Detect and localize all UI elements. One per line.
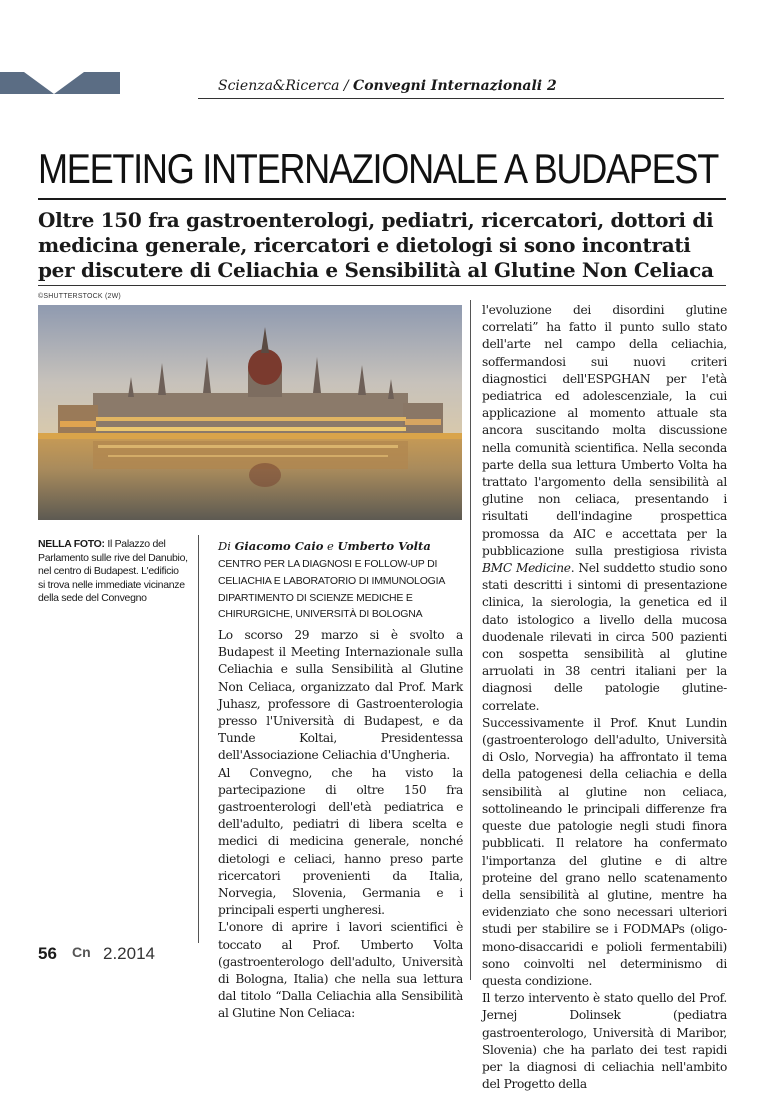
article-title: MEETING INTERNAZIONALE A BUDAPEST: [38, 145, 718, 192]
body-paragraph: Al Convegno, che ha visto la partecipazione di oltre 150 fra gastroenterologi dell'età pediatrica e dell'adulto, pediatri di libera scelta e medici di medicina generale, nonché dietologi e celiaci, hanno preso parte ricercatori provenienti da Italia, Norvegia, Slovenia, Germania e i principali esperti ungheresi.: [218, 765, 463, 918]
byline-conj: e: [323, 539, 338, 553]
subsection-name: Convegni Internazionali 2: [353, 78, 557, 94]
author-caio: Giacomo Caio: [234, 539, 324, 553]
paragraph-text: . Nel suddetto studio sono stati descritti i sintomi di presentazione clinica, la sierologia, la genetica ed il dato istologico a livello della mucosa duodenale rilevati in circa 500 pazienti con sospetta sensibilità al glutine arruolati in 38 centri italiani per la diagnosi delle patologie glutine-correlate.: [482, 561, 727, 713]
body-paragraph: [482, 302, 727, 715]
caption-text: Il Palazzo del Parlamento sulle rive del Danubio, nel centro di Budapest. L'edificio si trova nelle immediate vicinanze della sede del Convegno: [38, 538, 188, 604]
section-label: [218, 78, 557, 94]
section-separator: /: [339, 78, 354, 94]
journal-name: BMC Medicine: [482, 561, 571, 576]
parliament-illustration: [38, 305, 462, 520]
body-paragraph: Successivamente il Prof. Knut Lundin (gastroenterologo dell'adulto, Università di Oslo, Norvegia) ha affrontato il tema della patogenesi della celiachia e della sensibilità al glutine non celiaca, sottolineando le principali differenze fra queste due patologie negli studi finora pubblicati. Il relatore ha confermato l'importanza del glutine e di altre proteine del grano nello scatenamento della sensibilità al glutine, mentre ha evidenziato che sono necessari ulteriori studi per stabilire se i FODMAPs (oligo-mono-disaccaridi e polioli fermentabili) sono coinvolti nel determinismo di questa condizione.: [482, 715, 727, 988]
body-column-1: [218, 627, 463, 1023]
subtitle-rule: [38, 285, 726, 286]
paragraph-text: l'evoluzione dei disordini glutine correlati” ha fatto il punto sullo stato dell'arte nel campo della celiachia, soffermandosi sui nuovi criteri diagnostici dell'ESPGHAN per l'età pediatrica ed adolescenziale, la cui applicazione al momento attuale sta ancora suscitando molta discussione nella comunità scientifica. Nella seconda parte della sua lettura Umberto Volta ha trattato l'argomento della sensibilità al glutine non celiaca, presentando i risultati dell'indagine prospettica promossa da AIC e accettata per la pubblicazione sulla prestigiosa rivista: [482, 303, 727, 558]
body-paragraph: L'onore di aprire i lavori scientifici è toccato al Prof. Umberto Volta (gastroenterologo dell'adulto, Università di Bologna, Italia) che nella sua lettura dal titolo “Dalla Celiachia alla Sensibilità al Glutine Non Celiaca:: [218, 920, 463, 1021]
author-volta: Umberto Volta: [337, 539, 431, 553]
section-tab-notch: [24, 72, 84, 94]
issue-number: 2.2014: [103, 944, 155, 963]
parliament-photo: [38, 305, 462, 520]
header-rule: [198, 98, 724, 99]
author-affiliation: CENTRO PER LA DIAGNOSI E FOLLOW-UP DI CELIACHIA E LABORATORIO DI IMMUNOLOGIA DIPARTIMENTO DI SCIENZE MEDICHE E CHIRURGICHE, UNIVERSITÀ DI BOLOGNA: [218, 558, 445, 621]
title-rule: [38, 198, 726, 200]
column-divider-right: [470, 300, 471, 980]
body-paragraph: Lo scorso 29 marzo si è svolto a Budapest il Meeting Internazionale sulla Celiachia e sulla Sensibilità al Glutine Non Celiaca, organizzato dal Prof. Mark Juhasz, professore di Gastroenterologia presso l'Università di Budapest, e da Tunde Koltai, Presidentessa dell'Associazione Celiachia d'Ungheria.: [218, 628, 463, 763]
column-divider-left: [198, 535, 199, 943]
section-name: Scienza&Ricerca: [218, 78, 340, 94]
magazine-logo: Cn: [72, 944, 91, 960]
byline-prefix: Di: [218, 539, 235, 553]
photo-credit: ©SHUTTERSTOCK (2W): [38, 293, 121, 300]
page-number: 56: [38, 944, 57, 963]
photo-caption: [38, 538, 188, 606]
article-subtitle: Oltre 150 fra gastroenterologi, pediatri, ricercatori, dottori di medicina generale, ricercatori e dietologi si sono incontrati per discutere di Celiachia e Sensibilità al Glutine Non Celiaca: [38, 208, 714, 282]
byline: [218, 538, 463, 555]
body-column-2: [482, 302, 727, 1093]
caption-lead: NELLA FOTO:: [38, 538, 105, 550]
body-paragraph: Il terzo intervento è stato quello del Prof. Jernej Dolinsek (pediatra gastroenterologo, Università di Maribor, Slovenia) che ha parlato dei test rapidi per la diagnosi di celiachia nell'ambito del Progetto della: [482, 991, 727, 1092]
